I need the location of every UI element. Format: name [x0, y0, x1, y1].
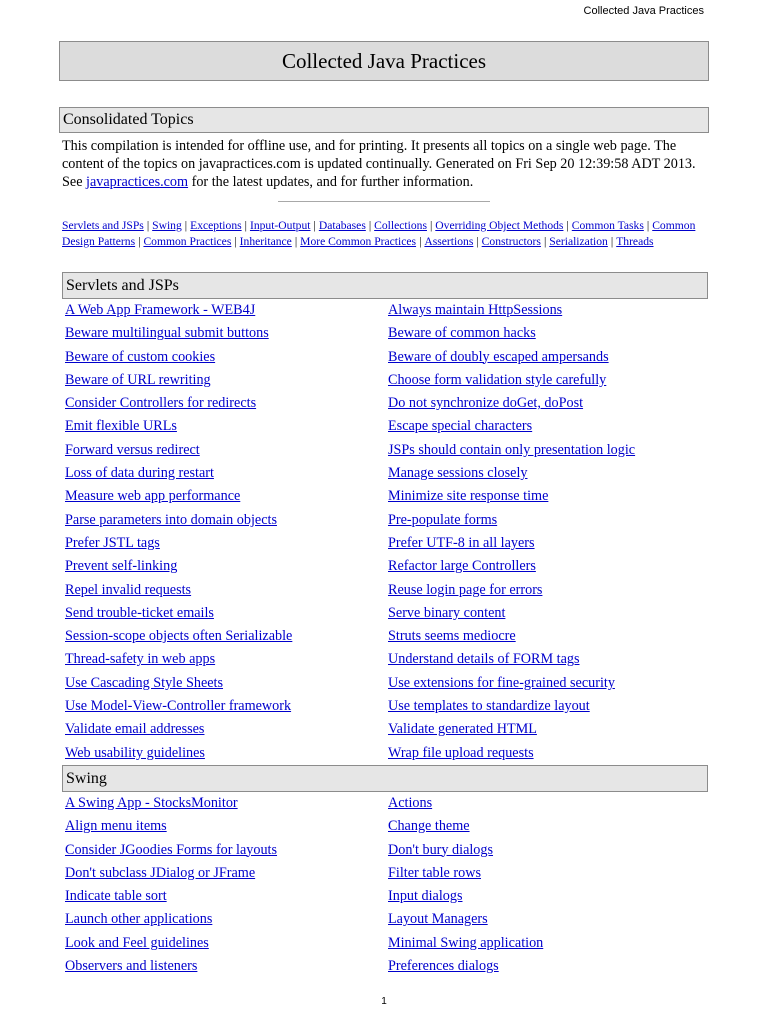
topic-link[interactable]: Loss of data during restart: [65, 465, 214, 482]
list-item: [62, 672, 385, 695]
list-item: [62, 509, 385, 532]
topic-nav-link[interactable]: Databases: [318, 219, 366, 232]
nav-separator: |: [146, 219, 150, 232]
list-item: [62, 955, 385, 978]
topic-link[interactable]: Pre-populate forms: [388, 511, 498, 528]
subtitle-heading: Consolidated Topics: [59, 107, 709, 133]
list-item: [385, 415, 708, 438]
topic-link[interactable]: Launch other applications: [65, 911, 213, 928]
list-item: [385, 555, 708, 578]
topic-link[interactable]: Use Model-View-Controller framework: [65, 698, 292, 715]
topic-link[interactable]: Always maintain HttpSessions: [388, 302, 563, 318]
topic-nav-link[interactable]: Common Tasks: [571, 219, 644, 232]
nav-separator: |: [368, 219, 372, 232]
topic-link[interactable]: Don't bury dialogs: [388, 841, 494, 858]
topic-link[interactable]: Beware of URL rewriting: [65, 371, 211, 388]
topic-link[interactable]: Use Cascading Style Sheets: [65, 674, 224, 691]
topic-link[interactable]: Minimal Swing application: [388, 934, 544, 951]
list-item: [62, 862, 385, 885]
list-item: [62, 555, 385, 578]
topic-link[interactable]: Refactor large Controllers: [388, 558, 536, 575]
nav-separator: |: [294, 234, 298, 248]
topic-link[interactable]: Change theme: [388, 818, 470, 835]
topic-link[interactable]: Don't subclass JDialog or JFrame: [65, 864, 256, 881]
right-column: [385, 299, 708, 765]
nav-separator: |: [543, 234, 547, 248]
topic-link[interactable]: Send trouble-ticket emails: [65, 604, 214, 621]
topic-link[interactable]: Web usability guidelines: [65, 744, 205, 761]
list-item: [385, 392, 708, 415]
topic-link[interactable]: Struts seems mediocre: [388, 628, 516, 645]
list-item: [62, 718, 385, 741]
topic-link[interactable]: Look and Feel guidelines: [65, 934, 209, 951]
topic-nav-link[interactable]: Exceptions: [190, 219, 242, 232]
section-swing: [62, 765, 708, 978]
list-item: [385, 908, 708, 931]
list-item: [62, 932, 385, 955]
list-item: [62, 532, 385, 555]
list-item: [385, 648, 708, 671]
topic-link[interactable]: Parse parameters into domain objects: [65, 511, 277, 528]
list-item: [62, 415, 385, 438]
topic-link[interactable]: Beware of common hacks: [388, 325, 536, 342]
list-item: [385, 742, 708, 765]
nav-separator: |: [566, 219, 569, 232]
divider-rule: [278, 201, 490, 202]
topic-link[interactable]: JSPs should contain only presentation logic: [388, 441, 636, 458]
topic-link[interactable]: Filter table rows: [388, 864, 481, 881]
list-item: [62, 648, 385, 671]
intro-paragraph: [62, 137, 708, 191]
topic-link[interactable]: Do not synchronize doGet, doPost: [388, 395, 584, 412]
left-column: [62, 792, 385, 978]
nav-separator: |: [184, 219, 188, 232]
left-column: [62, 299, 385, 765]
list-item: [385, 815, 708, 838]
topic-link[interactable]: Preferences dialogs: [388, 958, 499, 975]
list-item: [62, 299, 385, 322]
list-item: [385, 509, 708, 532]
list-item: [385, 885, 708, 908]
page-title: Collected Java Practices: [59, 41, 709, 81]
list-item: [62, 392, 385, 415]
list-item: [62, 579, 385, 602]
page-number: 1: [381, 996, 387, 1007]
list-item: [385, 322, 708, 345]
list-item: [385, 299, 708, 322]
topic-link[interactable]: Actions: [388, 795, 433, 811]
topic-link[interactable]: Choose form validation style carefully: [388, 371, 607, 388]
topic-link[interactable]: Beware of doubly escaped ampersands: [388, 348, 609, 365]
list-item: [385, 532, 708, 555]
topic-link[interactable]: Align menu items: [65, 818, 167, 835]
topic-link[interactable]: A Swing App - StocksMonitor: [65, 795, 238, 811]
topic-link[interactable]: Wrap file upload requests: [388, 744, 534, 761]
topic-nav-link[interactable]: Collections: [374, 219, 427, 232]
list-item: [385, 625, 708, 648]
running-header: Collected Java Practices: [583, 5, 704, 17]
list-item: [62, 885, 385, 908]
list-item: [385, 439, 708, 462]
list-item: [62, 839, 385, 862]
intro-text-after: for the latest updates, and for further information.: [188, 174, 474, 190]
topic-link[interactable]: Emit flexible URLs: [65, 418, 177, 435]
topic-nav-link[interactable]: Swing: [152, 219, 182, 232]
topic-link[interactable]: A Web App Framework - WEB4J: [65, 302, 256, 318]
list-item: [62, 695, 385, 718]
nav-separator: |: [429, 219, 433, 232]
list-item: [62, 792, 385, 815]
topic-nav-link[interactable]: Overriding Object Methods: [435, 219, 564, 232]
list-item: [62, 369, 385, 392]
topic-link[interactable]: Reuse login page for errors: [388, 581, 543, 598]
nav-separator: |: [419, 234, 422, 248]
list-item: [385, 462, 708, 485]
list-item: [385, 485, 708, 508]
topic-nav-link[interactable]: Inheritance: [239, 234, 292, 248]
list-item: [385, 792, 708, 815]
list-item: [62, 485, 385, 508]
list-item: [385, 602, 708, 625]
section-servlets-and-jsps: [62, 272, 708, 765]
topic-link[interactable]: Validate email addresses: [65, 721, 205, 738]
nav-separator: |: [244, 219, 247, 232]
topic-nav-link[interactable]: Servlets and JSPs: [62, 219, 144, 232]
javapractices-link[interactable]: javapractices.com: [86, 174, 189, 190]
section-links: [62, 299, 708, 765]
topic-nav-link[interactable]: Serialization: [549, 234, 608, 248]
topic-link[interactable]: Escape special characters: [388, 418, 533, 435]
topic-link[interactable]: Serve binary content: [388, 604, 506, 621]
topic-link[interactable]: Prefer UTF-8 in all layers: [388, 534, 535, 551]
list-item: [62, 462, 385, 485]
topic-link[interactable]: Consider JGoodies Forms for layouts: [65, 841, 278, 858]
list-item: [385, 839, 708, 862]
list-item: [385, 718, 708, 741]
list-item: [385, 346, 708, 369]
topic-nav-link[interactable]: Common Design Patterns: [62, 219, 696, 248]
nav-separator: |: [313, 219, 316, 232]
nav-separator: |: [476, 234, 479, 248]
list-item: [385, 862, 708, 885]
list-item: [62, 815, 385, 838]
topic-nav-link[interactable]: Threads: [616, 234, 654, 248]
list-item: [62, 742, 385, 765]
list-item: [385, 672, 708, 695]
list-item: [385, 695, 708, 718]
nav-separator: |: [138, 234, 141, 248]
topic-link[interactable]: Beware of custom cookies: [65, 348, 216, 365]
nav-separator: |: [646, 219, 650, 232]
topic-link[interactable]: Input dialogs: [388, 888, 463, 905]
topic-nav-link[interactable]: Input-Output: [249, 219, 311, 232]
section-links: [62, 792, 708, 978]
topic-link[interactable]: Layout Managers: [388, 911, 488, 928]
topic-link[interactable]: Understand details of FORM tags: [388, 651, 580, 668]
topic-link[interactable]: Use extensions for fine-grained security: [388, 674, 615, 691]
topic-nav-link[interactable]: Constructors: [481, 234, 541, 248]
list-item: [385, 932, 708, 955]
intro-text-before: This compilation is intended for offline use, and for printing. It presents all topics on a single web page. The content of the topics on javapractices.com is updated continually. Generated on Fri Sep 20 12:39:58 ADT 2013. See: [62, 138, 696, 190]
topic-link[interactable]: Thread-safety in web apps: [65, 651, 216, 668]
topic-link[interactable]: Use templates to standardize layout: [388, 698, 590, 715]
topic-link[interactable]: Manage sessions closely: [388, 465, 528, 482]
list-item: [385, 369, 708, 392]
right-column: [385, 792, 708, 978]
list-item: [385, 579, 708, 602]
list-item: [62, 908, 385, 931]
topic-link[interactable]: Measure web app performance: [65, 488, 241, 505]
list-item: [62, 602, 385, 625]
topic-link[interactable]: Validate generated HTML: [388, 721, 537, 738]
section-heading: Swing: [62, 765, 708, 792]
topic-link[interactable]: Indicate table sort: [65, 888, 167, 905]
topic-link[interactable]: Minimize site response time: [388, 488, 549, 505]
topic-link[interactable]: Forward versus redirect: [65, 441, 200, 458]
nav-separator: |: [610, 234, 614, 248]
topic-link[interactable]: Session-scope objects often Serializable: [65, 628, 293, 645]
list-item: [62, 625, 385, 648]
topic-nav: [62, 218, 708, 249]
nav-separator: |: [234, 234, 237, 248]
topic-link[interactable]: Beware multilingual submit buttons: [65, 325, 269, 342]
section-heading: Servlets and JSPs: [62, 272, 708, 299]
list-item: [62, 439, 385, 462]
topic-link[interactable]: Consider Controllers for redirects: [65, 395, 257, 412]
list-item: [62, 346, 385, 369]
topic-nav-link[interactable]: Assertions: [424, 234, 474, 248]
topic-link[interactable]: Observers and listeners: [65, 958, 198, 975]
topic-link[interactable]: Prevent self-linking: [65, 558, 178, 575]
topic-nav-link[interactable]: More Common Practices: [300, 234, 417, 248]
topic-link[interactable]: Repel invalid requests: [65, 581, 192, 598]
list-item: [385, 955, 708, 978]
topic-nav-link[interactable]: Common Practices: [143, 234, 232, 248]
topic-link[interactable]: Prefer JSTL tags: [65, 534, 160, 551]
list-item: [62, 322, 385, 345]
